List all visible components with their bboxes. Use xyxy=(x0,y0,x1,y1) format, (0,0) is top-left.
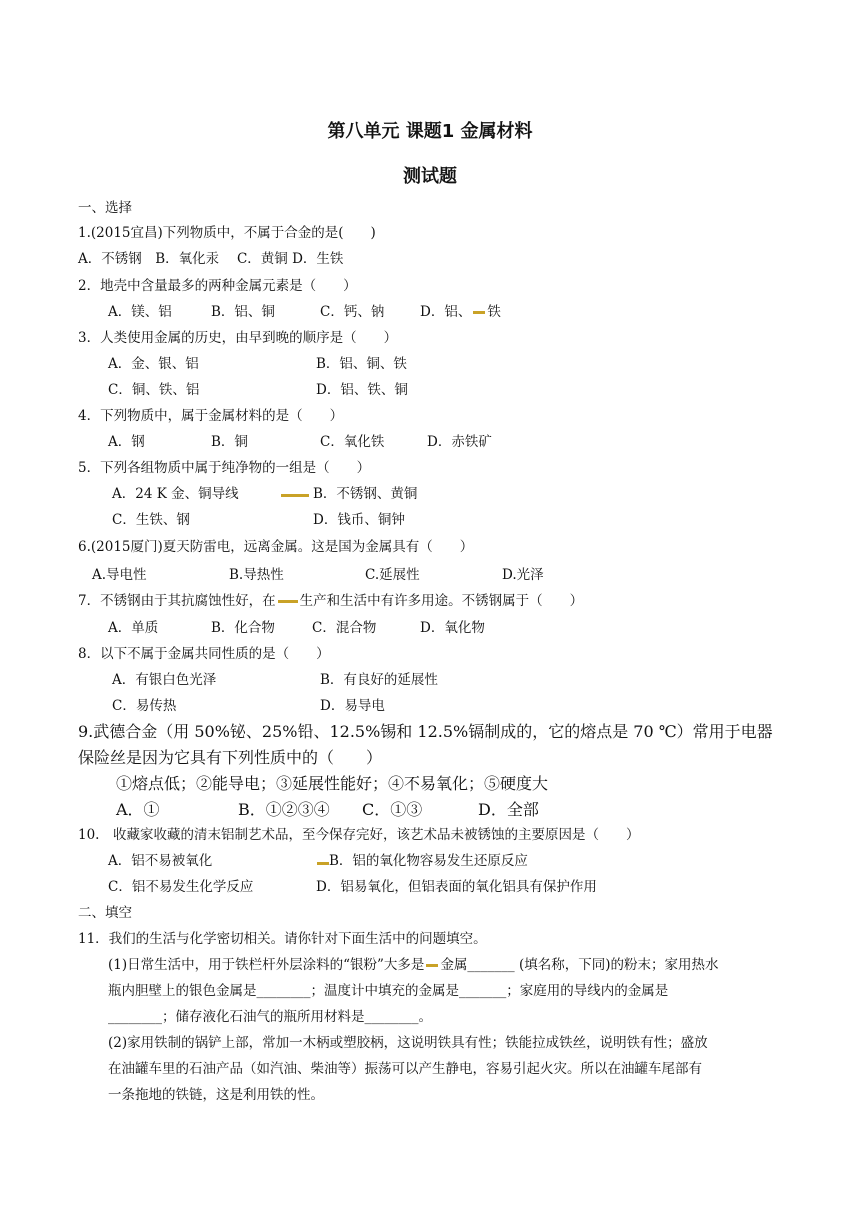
question-11-stem: 11．我们的生活与化学密切相关。请你针对下面生活中的问题填空。 xyxy=(78,931,487,947)
question-9-line-1: 9.武德合金（用 50%铋、25%铅、12.5%锡和 12.5%镉制成的，它的熔点是 70 ℃）常用于电器 xyxy=(78,722,773,741)
question-2-option-d xyxy=(420,303,501,321)
question-6-option-a: A.导电性 xyxy=(92,567,147,583)
question-11-part-2-line-2: 在油罐车里的石油产品（如汽油、柴油等）振荡可以产生静电，容易引起火灾。所以在油罐车尾部有 xyxy=(108,1061,702,1077)
highlight-mark xyxy=(473,311,485,314)
question-8-option-d: D．易导电 xyxy=(320,698,385,714)
question-11-part-1-line-3: ________；储存液化石油气的瓶所用材料是________。 xyxy=(108,1009,432,1025)
question-4-option-d: D．赤铁矿 xyxy=(427,434,492,450)
question-11-part-1-line-1 xyxy=(108,956,719,974)
highlight-mark xyxy=(281,494,309,497)
question-10-stem: 10. 收藏家收藏的清末铝制艺术品，至今保存完好，该艺术品未被锈蚀的主要原因是（ ） xyxy=(78,827,640,843)
question-2-stem: 2．地壳中含量最多的两种金属元素是（ ） xyxy=(78,278,357,294)
question-8-option-c: C．易传热 xyxy=(112,698,177,714)
question-11-part-2-line-3: 一条拖地的铁链，这是利用铁的性。 xyxy=(108,1087,324,1103)
question-3-stem: 3．人类使用金属的历史，由早到晚的顺序是（ ） xyxy=(78,330,398,346)
document-title: 第八单元 课题1 金属材料 xyxy=(327,121,533,142)
section-fill-heading: 二、填空 xyxy=(78,905,132,921)
highlight-mark xyxy=(317,862,329,865)
question-4-option-b: B．铜 xyxy=(211,434,248,450)
question-2-option-c: C．钙、钠 xyxy=(320,304,385,320)
question-9-option-a: A．① xyxy=(116,800,160,819)
section-choice-heading: 一、选择 xyxy=(78,200,132,216)
question-8-option-a: A．有银白色光泽 xyxy=(112,672,217,688)
question-9-option-d: D．全部 xyxy=(478,800,539,819)
question-11-part-1-line-1a: (1)日常生活中，用于铁栏杆外层涂料的“银粉”大多是 xyxy=(108,957,425,973)
question-10-option-b: B．铝的氧化物容易发生还原反应 xyxy=(329,853,528,869)
question-5-option-a: A．24 K 金、铜导线 xyxy=(112,486,239,502)
question-3-option-d: D．铝、铁、铜 xyxy=(316,382,408,398)
question-4-stem: 4．下列物质中，属于金属材料的是（ ） xyxy=(78,408,344,424)
question-7-stem-suffix: 生产和生活中有许多用途。不锈钢属于（ ） xyxy=(299,593,584,609)
highlight-mark xyxy=(278,600,298,603)
question-2-option-b: B．铝、铜 xyxy=(211,304,275,320)
question-10-option-d: D．铝易氧化，但铝表面的氧化铝具有保护作用 xyxy=(316,879,597,895)
question-5-stem: 5．下列各组物质中属于纯净物的一组是（ ） xyxy=(78,460,371,476)
question-8-option-b: B．有良好的延展性 xyxy=(320,672,438,688)
question-9-line-2: 保险丝是因为它具有下列性质中的（ ） xyxy=(78,748,383,767)
highlight-mark xyxy=(426,964,438,967)
question-6-option-b: B.导热性 xyxy=(229,567,284,583)
question-2-option-a: A．镁、铝 xyxy=(108,304,172,320)
question-6-option-c: C.延展性 xyxy=(365,567,420,583)
question-5-option-b: B．不锈钢、黄铜 xyxy=(313,486,418,502)
question-7-stem xyxy=(78,592,583,610)
question-6-stem: 6.(2015厦门)夏天防雷电，远离金属。这是国为金属具有（ ） xyxy=(78,539,474,555)
question-11-part-1-line-2: 瓶内胆壁上的银色金属是________；温度计中填充的金属是_______；家庭用的导线内的金属是 xyxy=(108,983,669,999)
question-2-option-d-prefix: D．铝、 xyxy=(420,304,472,320)
question-2-option-d-suffix: 铁 xyxy=(487,304,501,320)
question-9-statements: ①熔点低；②能导电；③延展性能好；④不易氧化；⑤硬度大 xyxy=(116,774,549,793)
question-7-stem-prefix: 7．不锈钢由于其抗腐蚀性好，在 xyxy=(78,593,276,609)
question-7-option-c: C．混合物 xyxy=(312,620,377,636)
question-7-option-d: D．氧化物 xyxy=(420,620,485,636)
question-9-option-c: C．①③ xyxy=(362,800,423,819)
question-6-option-d: D.光泽 xyxy=(502,567,544,583)
question-3-option-a: A．金、银、铝 xyxy=(108,356,199,372)
question-4-option-c: C．氧化铁 xyxy=(320,434,385,450)
question-8-stem: 8．以下不属于金属共同性质的是（ ） xyxy=(78,646,330,662)
question-9-option-b: B．①②③④ xyxy=(238,800,330,819)
question-3-option-c: C．铜、铁、铝 xyxy=(108,382,200,398)
question-10-option-a: A．铝不易被氧化 xyxy=(108,853,213,869)
question-11-part-1-line-1b: 金属_______ (填名称，下同)的粉末；家用热水 xyxy=(440,957,719,973)
question-10-option-c: C．铝不易发生化学反应 xyxy=(108,879,254,895)
question-5-option-d: D．钱币、铜钟 xyxy=(313,512,405,528)
question-7-option-a: A．单质 xyxy=(108,620,159,636)
question-7-option-b: B．化合物 xyxy=(211,620,275,636)
question-3-option-b: B．铝、铜、铁 xyxy=(316,356,407,372)
question-4-option-a: A．钢 xyxy=(108,434,145,450)
question-11-part-2-line-1: (2)家用铁制的锅铲上部，常加一木柄或塑胶柄，这说明铁具有性；铁能拉成铁丝，说明铁有性；盛放 xyxy=(108,1035,708,1051)
question-5-option-c: C．生铁、钢 xyxy=(112,512,190,528)
question-1-options: A．不锈钢 B．氧化汞 C．黄铜 D．生铁 xyxy=(78,251,344,267)
document-subtitle: 测试题 xyxy=(403,166,457,187)
question-1-stem: 1.(2015宜昌)下列物质中，不属于合金的是( ) xyxy=(78,225,376,241)
